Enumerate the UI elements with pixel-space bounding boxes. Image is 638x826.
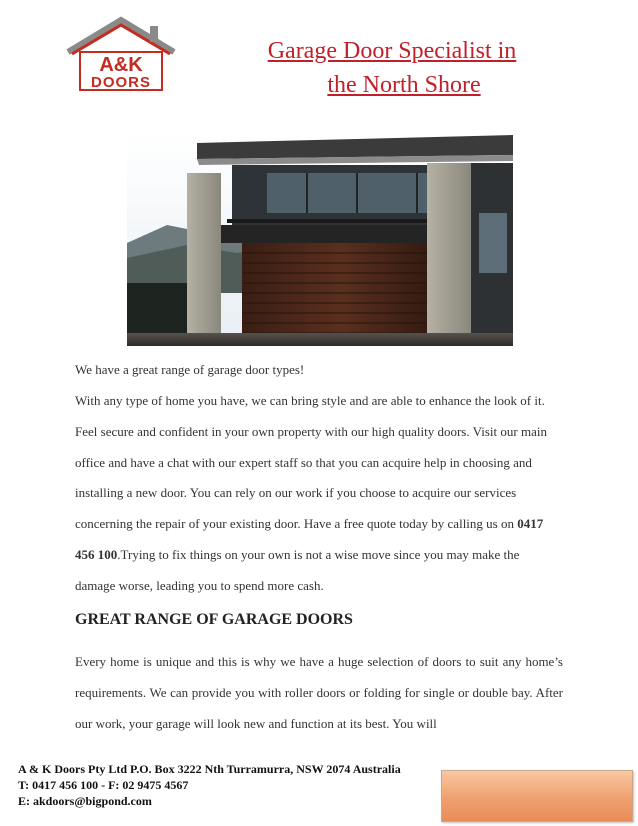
svg-text:A&K: A&K bbox=[99, 54, 143, 76]
page-title bbox=[222, 34, 562, 102]
section-heading: GREAT RANGE OF GARAGE DOORS bbox=[75, 611, 353, 628]
svg-text:DOORS: DOORS bbox=[90, 74, 152, 91]
intro-lead: We have a great range of garage door types! bbox=[75, 362, 305, 377]
phone-number: 0417 456 100 bbox=[75, 516, 544, 562]
footer-email: E: akdoors@bigpond.com bbox=[18, 794, 152, 808]
intro-text-before-phone: With any type of home you have, we can bring style and are able to enhance the look of it. Feel secure and confident in your own property with our high quality doors. Visit our main office and have a chat with our expert staff so that you can acquire help in choosing and installing a new door. You can rely on our work if you choose to acquire our services concerning the repair of your existing door. Have a free quote today by calling us on bbox=[75, 393, 547, 532]
title-line-2: the North Shore bbox=[327, 72, 481, 98]
footer-phone-fax: T: 0417 456 100 - F: 02 9475 4567 bbox=[18, 778, 189, 792]
footer-decorative-box bbox=[441, 770, 633, 822]
house-photo bbox=[127, 133, 513, 346]
logo-graphic bbox=[62, 16, 180, 92]
section-paragraph: Every home is unique and this is why we have a huge selection of doors to suit any home’s requirements. We can provide you with roller doors or folding for single or double bay. After our work, your garage will look new and function at its best. You will bbox=[75, 654, 563, 731]
company-logo bbox=[62, 16, 180, 92]
footer-address: A & K Doors Pty Ltd P.O. Box 3222 Nth Turramurra, NSW 2074 Australia bbox=[18, 762, 401, 776]
intro-text-after-phone: .Trying to fix things on your own is not a wise move since you may make the damage worse, leading you to spend more cash. bbox=[75, 546, 520, 593]
intro-paragraph bbox=[75, 386, 563, 602]
title-line-1: Garage Door Specialist in bbox=[267, 38, 517, 64]
footer-contact bbox=[18, 761, 401, 809]
